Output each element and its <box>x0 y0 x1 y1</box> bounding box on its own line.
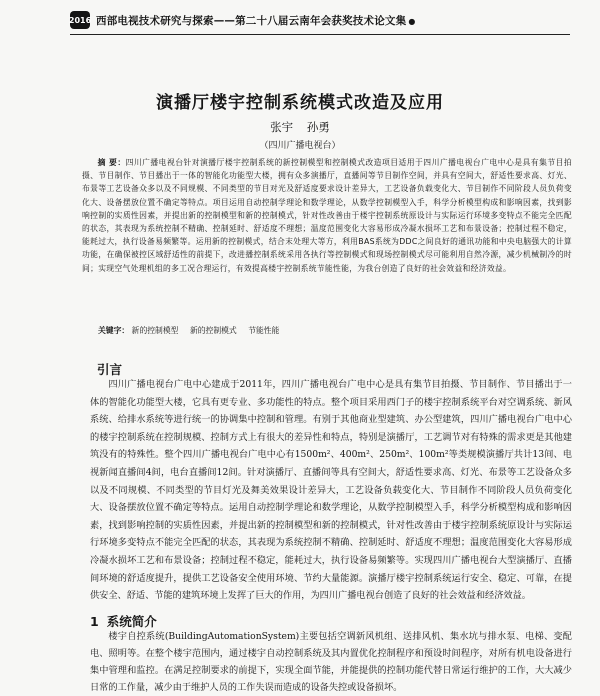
abstract <box>82 156 572 275</box>
running-header <box>70 10 570 35</box>
paper-title: 演播厅楼宇控制系统模式改造及应用 <box>156 93 444 113</box>
paper-affiliation: （四川广播电视台） <box>259 141 341 151</box>
abstract-text: 四川广播电视台针对演播厅楼宇控制系统的新控制模型和控制模式改造项目适用于四川广播电视台广电中心是具有集节目拍摄、节目制作、节目播出于一体的智能化功能型大楼，拥有众多演播厅，直播间等节目制作空间，并具有空间大，舒适性要求高、灯光、布景等工艺设备众多以及不同规模、不同类型的节目对光及舒适度要求设计差异大，工艺设备负载变化大、节目制作不同阶段人员负荷变化大、设备摆放位置不确定等特点。项目运用自动控制学理论和数学理论，从数学控制模型入手，科学分析模型构成和影响因素，找到影响控制的实质性因素，并提出新的控制模型和新的控制模式，针对性改善由于楼宇控制系统原设计与实际运行环境多变特点不能完全匹配的状态，其表现为系统控制不精确、控制延时、舒适度不理想；温度范围变化大容易形成冷凝水损坏工艺和布景设备；控制过程不稳定，能耗过大，执行设备易频繁等。运用新的控制模式，结合末处理大等方，利用BAS系统为DDC之间良好的通讯功能和中央电脑强大的计算功能，在确保被控区域舒适性的前提下，改进播控制系统采用各执行等控制模式和现场控制模式尽可能利用自然冷源，减少机械制冷的时间；实现空气处理机组的多工况合理运行，有效提高楼宇控制系统节能性能，为我台创造了良好的社会效益和经济效益。 <box>82 158 572 273</box>
section-title: 系统简介 <box>106 614 157 629</box>
section-heading-intro: 引言 <box>97 362 123 377</box>
intro-paragraph: 四川广播电视台广电中心建成于2011年，四川广播电视台广电中心是具有集节目拍摄、节目制作、节目播出于一体的智能化功能型大楼，它具有更专业、多功能性的特点。整个项目采用西门子的楼宇控制系统平台对空调系统、新风系统、给排水系统等进行统一的协调集中控制和管理。有别于其他商业型建筑、办公型建筑，四川广播电视台广电中心的楼宇控制系统在控制规模、控制方式上有很大的差异性和特点，特别是演播厅，工艺调节对有特殊的需求更是其他建筑没有的特殊性。整个四川广播电视台广电中心有1500m²、400m²、250m²、100m²等类规模演播厅共计13间、电视新闻直播间4间，电台直播间12间。针对演播厅、直播间等具有空间大，舒适性要求高、灯光、布景等工艺设备众多以及不同规模、不同类型的节目灯光及舞美效果设计差异大，工艺设备负载变化大、节目制作不同阶段人员负荷变化大、设备摆放位置不确定等特点。运用自动控制学理论和数学理论，从数学控制模型入手，科学分析模型构成和影响因素，找到影响控制的实质性因素，并提出新的控制模型和新的控制模式，针对性改善由于楼宇控制系统原设计与实际运行环境多变特点不能完全匹配的状态，其表现为系统控制不精确、控制延时、舒适度不理想；温度范围变化大容易形成冷凝水损坏工艺和布景设备；控制过程不稳定，能耗过大，执行设备易频繁等。实现四川广播电视台大型演播厅、直播间环境的舒适度提升，提供工艺设备安全使用环境、节约大量能源。演播厅楼宇控制系统运行安全、稳定、可靠，在提供安全、舒适、节能的建筑环境上发挥了巨大的作用，为四川广播电视台创造了良好的社会效益和经济效益。 <box>90 379 572 602</box>
abstract-label: 摘 要： <box>97 158 126 167</box>
keywords-label: 关键字： <box>98 326 130 335</box>
paper-authors: 张宇 孙勇 <box>270 120 330 134</box>
end-mark-icon: ● <box>408 17 416 26</box>
keyword-item: 节能性能 <box>248 326 280 335</box>
year-badge: 2016 <box>70 11 90 29</box>
running-title-text: 西部电视技术研究与探索——第二十八届云南年会获奖技术论文集 <box>96 15 407 27</box>
keywords <box>98 325 568 336</box>
section-1-paragraph: 楼宇自控系统(BuildingAutomationSystem)主要包括空调新风机组、送排风机、集水坑与排水泵、电梯、变配电、照明等。在整个楼宇范围内，通过楼宇自动控制系统及其内置优化控制程序和预设时间程序，对所有机电设备进行集中管理和监控。在满足控制要求的前提下，实现全面节能，并能提供的控制功能代替日常运行维护的工作，大大减少日常的工作量，减少由于维护人员的工作失误而造成的设备失控或设备损坏。 <box>90 631 572 693</box>
section-number: 1 <box>90 614 99 629</box>
running-title <box>96 13 416 28</box>
keyword-item: 新的控制模式 <box>189 326 237 335</box>
keyword-item: 新的控制模型 <box>131 326 179 335</box>
